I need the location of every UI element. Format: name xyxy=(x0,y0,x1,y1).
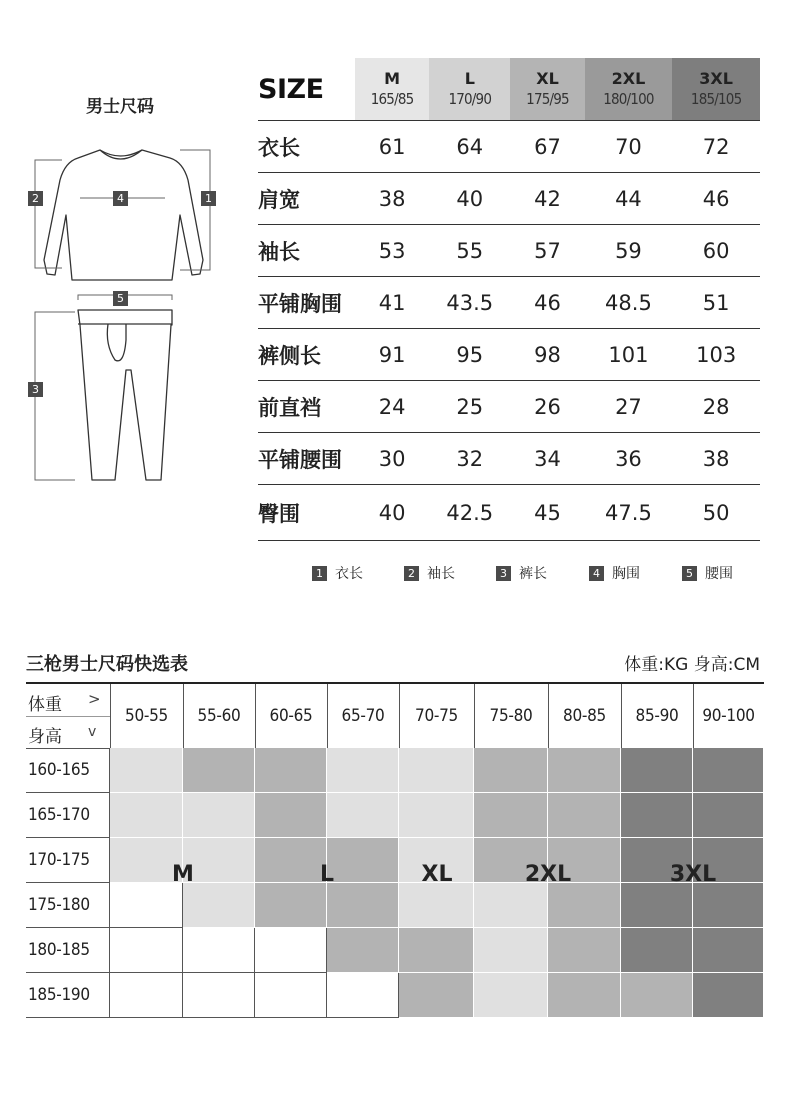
diagram-title: 男士尺码 xyxy=(86,97,154,117)
quick-table-row xyxy=(26,928,764,973)
size-cell xyxy=(621,973,693,1018)
size-cell xyxy=(110,748,183,793)
size-cell xyxy=(327,748,399,793)
measurement-label: 平铺胸围 xyxy=(258,277,355,329)
measurement-value: 70 xyxy=(585,121,673,173)
measurement-value: 98 xyxy=(510,329,584,381)
height-row-label: 160-165 xyxy=(26,748,110,793)
chevron-down-icon: v xyxy=(88,724,97,740)
measurement-value: 61 xyxy=(355,121,429,173)
weight-column-header: 75-80 xyxy=(474,684,549,748)
badge-5: 5 xyxy=(113,291,128,306)
legend-item: 2 袖长 xyxy=(404,563,455,583)
measurement-label: 裤侧长 xyxy=(258,329,355,381)
weight-column-header: 50-55 xyxy=(110,684,184,748)
size-cell xyxy=(327,973,399,1018)
size-cell xyxy=(621,928,693,973)
size-table-row xyxy=(258,121,760,173)
legend-badge: 5 xyxy=(682,566,697,581)
size-cell xyxy=(693,928,764,973)
height-row-label: 175-180 xyxy=(26,883,110,928)
measurement-value: 101 xyxy=(585,329,673,381)
weight-column-header: 55-60 xyxy=(183,684,256,748)
size-cell xyxy=(183,748,255,793)
legend-badge: 1 xyxy=(312,566,327,581)
size-table-row xyxy=(258,433,760,485)
legend-item: 5 腰围 xyxy=(682,563,733,583)
badge-3: 3 xyxy=(28,382,43,397)
size-cell xyxy=(474,973,548,1018)
measurement-value: 34 xyxy=(510,433,584,485)
measurement-value: 53 xyxy=(355,225,429,277)
weight-column-header: 60-65 xyxy=(255,684,328,748)
measurement-value: 26 xyxy=(510,381,584,433)
measurement-label: 袖长 xyxy=(258,225,355,277)
size-table-row xyxy=(258,225,760,277)
measurement-value: 43.5 xyxy=(429,277,510,329)
size-cell xyxy=(474,928,548,973)
size-cell xyxy=(548,748,621,793)
weight-column-header: 80-85 xyxy=(548,684,622,748)
measurement-value: 103 xyxy=(672,329,760,381)
measurement-label: 肩宽 xyxy=(258,173,355,225)
quick-table-corner xyxy=(26,684,111,748)
measurement-value: 91 xyxy=(355,329,429,381)
size-cell xyxy=(327,928,399,973)
size-col-3xl: 3XL 185/105 xyxy=(672,58,760,121)
size-cell xyxy=(255,973,327,1018)
measurement-value: 38 xyxy=(355,173,429,225)
measurement-value: 30 xyxy=(355,433,429,485)
size-table-row xyxy=(258,277,760,329)
measurement-label: 衣长 xyxy=(258,121,355,173)
measurement-value: 60 xyxy=(672,225,760,277)
size-cell xyxy=(399,928,474,973)
height-row-label: 180-185 xyxy=(26,928,110,973)
size-cell xyxy=(693,748,764,793)
measurement-value: 95 xyxy=(429,329,510,381)
size-cell xyxy=(110,793,183,838)
shirt-collar xyxy=(100,150,142,159)
height-row-label: 165-170 xyxy=(26,793,110,838)
size-region-label: XL xyxy=(421,862,453,887)
badge-4: 4 xyxy=(113,191,128,206)
size-region-label: 3XL xyxy=(669,862,717,887)
size-cell xyxy=(399,793,474,838)
quick-table-title: 三枪男士尺码快选表 xyxy=(26,654,188,675)
size-cell xyxy=(693,793,764,838)
measurement-value: 40 xyxy=(429,173,510,225)
size-cell xyxy=(474,793,548,838)
measurement-value: 32 xyxy=(429,433,510,485)
measurement-value: 57 xyxy=(510,225,584,277)
legend-item: 3 裤长 xyxy=(496,563,547,583)
size-cell xyxy=(621,793,693,838)
measurement-value: 44 xyxy=(585,173,673,225)
chevron-right-icon: > xyxy=(88,690,101,708)
measurement-value: 50 xyxy=(672,485,760,541)
measurement-value: 24 xyxy=(355,381,429,433)
measurement-value: 46 xyxy=(510,277,584,329)
size-cell xyxy=(474,748,548,793)
size-col-m: M 165/85 xyxy=(355,58,429,121)
legend-badge: 4 xyxy=(589,566,604,581)
measurement-label: 前直裆 xyxy=(258,381,355,433)
size-cell xyxy=(548,793,621,838)
measurement-label: 臀围 xyxy=(258,485,355,541)
shirt-outline xyxy=(44,150,203,280)
legend-item: 4 胸围 xyxy=(589,563,640,583)
size-cell xyxy=(110,973,183,1018)
measurement-value: 72 xyxy=(672,121,760,173)
quick-table-row xyxy=(26,748,764,793)
measure-line-2 xyxy=(35,160,62,268)
size-cell xyxy=(255,793,327,838)
measurement-value: 64 xyxy=(429,121,510,173)
size-cell xyxy=(548,973,621,1018)
measurement-value: 36 xyxy=(585,433,673,485)
measurement-value: 55 xyxy=(429,225,510,277)
size-cell xyxy=(327,793,399,838)
badge-1: 1 xyxy=(201,191,216,206)
size-cell xyxy=(548,928,621,973)
legend-item: 1 衣长 xyxy=(312,563,363,583)
measurement-value: 28 xyxy=(672,381,760,433)
size-label: SIZE xyxy=(258,58,355,121)
badge-2: 2 xyxy=(28,191,43,206)
size-table-row xyxy=(258,381,760,433)
size-region-label: 2XL xyxy=(524,862,572,887)
legend-badge: 3 xyxy=(496,566,511,581)
height-row-label: 185-190 xyxy=(26,973,110,1018)
size-col-l: L 170/90 xyxy=(429,58,510,121)
size-cell xyxy=(693,973,764,1018)
measurement-value: 40 xyxy=(355,485,429,541)
measurement-value: 67 xyxy=(510,121,584,173)
size-region-label: M xyxy=(172,862,194,887)
size-cell xyxy=(183,973,255,1018)
size-cell xyxy=(399,973,474,1018)
weight-label: 体重 xyxy=(28,695,62,715)
size-col-xl: XL 175/95 xyxy=(510,58,584,121)
measurement-value: 48.5 xyxy=(585,277,673,329)
quick-table-header xyxy=(26,684,764,749)
measurement-value: 25 xyxy=(429,381,510,433)
quick-table-row xyxy=(26,973,764,1018)
size-table xyxy=(258,58,760,541)
measurement-value: 47.5 xyxy=(585,485,673,541)
size-header-row xyxy=(258,58,760,121)
size-cell xyxy=(110,928,183,973)
measurement-value: 27 xyxy=(585,381,673,433)
quick-table-units: 体重:KG 身高:CM xyxy=(624,655,760,675)
size-cell xyxy=(399,748,474,793)
legend-badge: 2 xyxy=(404,566,419,581)
size-cell xyxy=(183,928,255,973)
weight-column-header: 65-70 xyxy=(327,684,400,748)
weight-column-header: 90-100 xyxy=(702,706,755,726)
quick-table-row xyxy=(26,793,764,838)
measure-line-1 xyxy=(180,150,210,270)
pants-fly xyxy=(107,324,126,361)
height-label: 身高 xyxy=(28,727,62,747)
size-cell xyxy=(255,748,327,793)
size-table-row xyxy=(258,485,760,541)
measurement-label: 平铺腰围 xyxy=(258,433,355,485)
size-region-label: L xyxy=(319,862,335,887)
size-col-2xl: 2XL 180/100 xyxy=(585,58,673,121)
size-cell xyxy=(255,928,327,973)
measurement-value: 42 xyxy=(510,173,584,225)
weight-column-header: 70-75 xyxy=(399,684,475,748)
measurement-value: 59 xyxy=(585,225,673,277)
height-row-label: 170-175 xyxy=(26,838,110,883)
measurement-value: 38 xyxy=(672,433,760,485)
weight-column-header: 85-90 xyxy=(621,684,694,748)
garment-diagram xyxy=(20,140,230,500)
legend xyxy=(312,563,752,581)
size-cell xyxy=(621,748,693,793)
pants-outline xyxy=(78,310,172,480)
measurement-value: 41 xyxy=(355,277,429,329)
size-table-row xyxy=(258,173,760,225)
size-table-row xyxy=(258,329,760,381)
measurement-value: 46 xyxy=(672,173,760,225)
size-cell xyxy=(183,793,255,838)
measurement-value: 51 xyxy=(672,277,760,329)
measurement-value: 45 xyxy=(510,485,584,541)
measurement-value: 42.5 xyxy=(429,485,510,541)
